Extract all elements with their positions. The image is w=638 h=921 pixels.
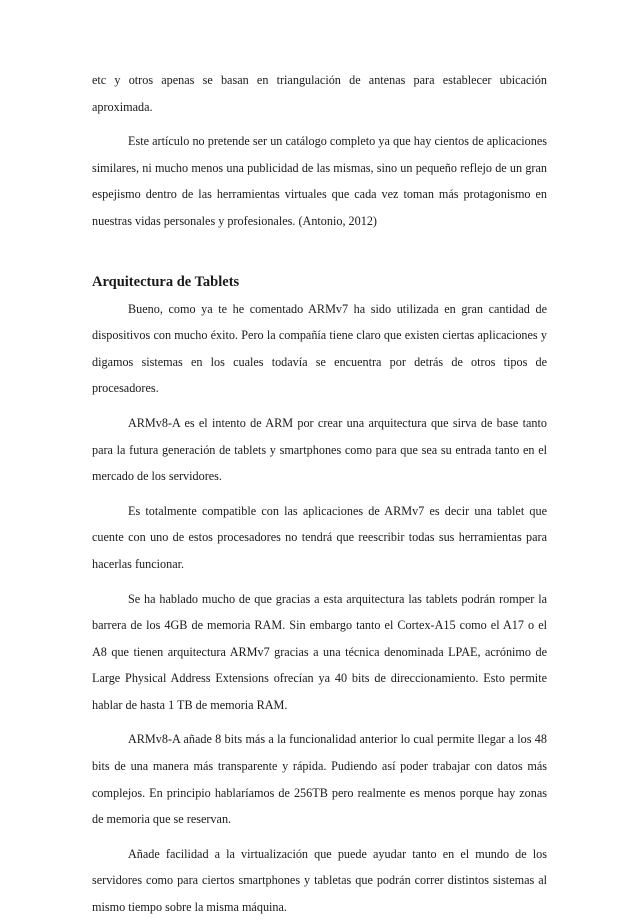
document-page (92, 67, 547, 921)
paragraph-armv8-intro: ARMv8-A es el intento de ARM por crear una arquitectura que sirva de base tanto para la futura generación de tablets y smartphones como para que sea su entrada tanto en el mercado de los servidores. (92, 415, 547, 484)
paragraph-article-scope: Este artículo no pretende ser un catálogo completo ya que hay cientos de aplicaciones similares, ni mucho menos una publicidad de las mismas, sino un pequeño reflejo de un gran espejismo dentro de las herramientas virtuales que cada vez toman más protagonismo en nuestras vidas personales y profesionales. (Antonio, 2012) (92, 134, 547, 228)
section-heading: Arquitectura de Tablets (92, 273, 240, 290)
paragraph-memory-barrier: Se ha hablado mucho de que gracias a esta arquitectura las tablets podrán romper la barrera de los 4GB de memoria RAM. Sin embargo tanto el Cortex-A15 como el A17 o el A8 que tienen arquitectura ARMv7 gracias a una técnica denominada LPAE, acrónimo de Large Physical Address Extensions ofrecían ya 40 bits de direccionamiento. Esto permite hablar de hasta 1 TB de memoria RAM. (92, 591, 547, 712)
paragraph-armv7-usage: Bueno, como ya te he comentado ARMv7 ha sido utilizada en gran cantidad de dispositivos con mucho éxito. Pero la compañía tiene claro que existen ciertas aplicaciones y digamos sistemas en los cuales todavía se encuentra por detrás de otros tipos de procesadores. (92, 301, 547, 396)
paragraph-continuation: etc y otros apenas se basan en triangulación de antenas para establecer ubicación aproximada. (92, 73, 547, 114)
paragraph-compatibility: Es totalmente compatible con las aplicaciones de ARMv7 es decir una tablet que cuente con uno de estos procesadores no tendrá que reescribir todas sus herramientas para hacerlas funcionar. (92, 503, 547, 571)
paragraph-virtualization: Añade facilidad a la virtualización que puede ayudar tanto en el mundo de los servidores como para ciertos smartphones y tabletas que podrán correr distintos sistemas al mismo tiempo sobre la misma máquina. (92, 846, 547, 915)
paragraph-48-bits: ARMv8-A añade 8 bits más a la funcionalidad anterior lo cual permite llegar a los 48 bits de una manera más transparente y rápida. Pudiendo así poder trabajar con datos más complejos. En principio hablaríamos de 256TB pero realmente es menos porque hay zonas de memoria que se reservan. (92, 732, 547, 827)
